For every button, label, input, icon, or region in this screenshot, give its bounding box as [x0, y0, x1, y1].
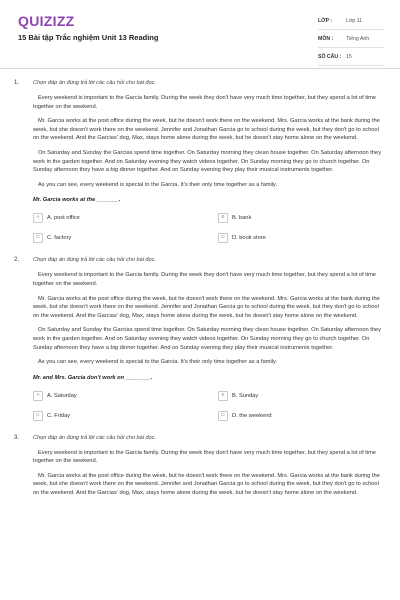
meta-label: MÔN : — [318, 35, 334, 42]
question-number: 3. — [14, 434, 20, 441]
question-instruction: Chọn đáp án đúng trả lời các câu hỏi cho bài đọc. — [33, 434, 157, 441]
question-instruction: Chọn đáp án đúng trả lời các câu hỏi cho bài đọc. — [33, 80, 157, 86]
option-letter-box: D — [218, 411, 228, 421]
option-letter-box: C — [33, 233, 43, 243]
question-number: 1. — [14, 80, 20, 86]
passage-paragraph: Mr. Garcia works at the post office during the week, but he doesn't work there on the weekend. Mrs. Garcia works at the bank during the week, but she doesn't work there on the weekend. Jennifer and Jonathan Garcia go to school during the week, but they don't go to school on the weekend. And the Garcias' dog, Max, stays home alone during the week, but he doesn't stay home alone on the weekend. — [33, 295, 380, 319]
answer-options — [33, 213, 386, 243]
passage-paragraph: Mr. Garcia works at the post office during the week, but he doesn't work there on the weekend. Mrs. Garcia works at the bank during the week, but she doesn't work there on the weekend. Jennifer and Jonathan Garcia go to school during the week, but they don't go to school on the weekend. And the Garcias' dog, Max, stays home alone during the week, but he doesn't stay home alone on the weekend. — [33, 472, 380, 497]
meta-label: SỐ CÂU : — [318, 53, 342, 60]
question-instruction: Chọn đáp án đúng trả lời các câu hỏi cho bài đọc. — [33, 257, 157, 264]
question-number: 2. — [14, 257, 20, 264]
meta-value: Tiếng Anh — [346, 35, 370, 42]
meta-label: LỚP : — [318, 17, 333, 24]
answer-option-a[interactable] — [33, 391, 218, 401]
option-text: B. Sunday — [232, 392, 259, 399]
passage-paragraph: On Saturday and Sunday the Garcias spend time together. On Saturday morning they clean house together. On Saturday afternoon they work in the garden together. And on Saturday evening they watch videos together. On Sunday morning they go to church together. On Sunday afternoon they have a big dinner together. And on Sunday evening they play their musical instruments together. — [33, 327, 382, 351]
meta-value: 15 — [346, 53, 352, 60]
option-text: D. book store — [232, 235, 266, 242]
question-item — [0, 78, 400, 243]
option-text: D. the weekend — [232, 412, 272, 419]
passage-paragraph: Mr. Garcia works at the post office during the week, but he doesn't work there on the weekend. Mrs. Garcia works at the bank during the week, but she doesn't work there on the weekend. Jennifer and Jonathan Garcia go to school during the week, but they don't go to school on the weekend. And the Garcias' dog, Max, stays home alone during the week, but he doesn't stay home alone on the weekend. — [33, 118, 380, 142]
meta-row-subject — [318, 30, 384, 48]
answer-option-c[interactable] — [33, 233, 218, 243]
passage-paragraph: As you can see, every weekend is special to the Garcia. It's their only time together as a family. — [38, 181, 278, 188]
option-letter-box: A — [33, 391, 43, 401]
worksheet-meta — [318, 12, 384, 66]
answer-option-d[interactable] — [218, 233, 368, 243]
answer-options — [33, 391, 386, 421]
question-body — [33, 433, 386, 498]
option-letter-box: B — [218, 213, 228, 223]
option-text: C. factory — [47, 235, 72, 242]
answer-option-b[interactable] — [218, 213, 368, 223]
passage-paragraph: As you can see, every weekend is special to the Garcia. It's their only time together as a family. — [38, 359, 278, 366]
answer-option-b[interactable] — [218, 391, 368, 401]
question-item — [0, 433, 400, 498]
question-body — [33, 78, 386, 243]
option-letter-box: D — [218, 233, 228, 243]
worksheet-title: 15 Bài tập Trắc nghiệm Unit 13 Reading — [18, 33, 159, 42]
answer-option-d[interactable] — [218, 411, 368, 421]
option-text: A. Saturday — [47, 392, 77, 399]
question-item — [0, 255, 400, 420]
option-letter-box: B — [218, 391, 228, 401]
passage-paragraph: Every weekend is important to the Garcia family. During the week they don't have very much time together, but they spend a lot of time together on the weekend. — [33, 449, 376, 465]
passage-paragraph: Every weekend is important to the Garcia family. During the week they don't have very much time together, but they spend a lot of time together on the weekend. — [33, 272, 376, 287]
quizizz-logo: QUIZIZZ — [18, 13, 75, 29]
question-body — [33, 255, 386, 420]
meta-row-question-count — [318, 48, 384, 66]
option-text: A. post office — [47, 215, 80, 222]
meta-row-grade — [318, 12, 384, 30]
question-text: Mr. Garcia works at the _______. — [33, 197, 121, 204]
passage-paragraph: Every weekend is important to the Garcia family. During the week they don't have very much time together, but they spend a lot of time together on the weekend. — [33, 95, 376, 110]
passage-paragraph: On Saturday and Sunday the Garcias spend time together. On Saturday morning they clean house together. On Saturday afternoon they work in the garden together. And on Saturday evening they watch videos together. On Sunday morning they go to church together. On Sunday afternoon they have a big dinner together. And on Sunday evening they play their musical instruments together. — [33, 149, 382, 174]
question-text: Mr. and Mrs. Garcia don't work on ________. — [33, 374, 153, 381]
question-list — [0, 78, 400, 510]
option-text: C. Friday — [47, 412, 71, 419]
answer-option-a[interactable] — [33, 213, 218, 223]
worksheet-header — [0, 0, 400, 69]
option-text: B. bank — [232, 215, 252, 222]
option-letter-box: A — [33, 213, 43, 223]
answer-option-c[interactable] — [33, 411, 218, 421]
meta-value: Lớp 11 — [346, 17, 362, 24]
option-letter-box: C — [33, 411, 43, 421]
